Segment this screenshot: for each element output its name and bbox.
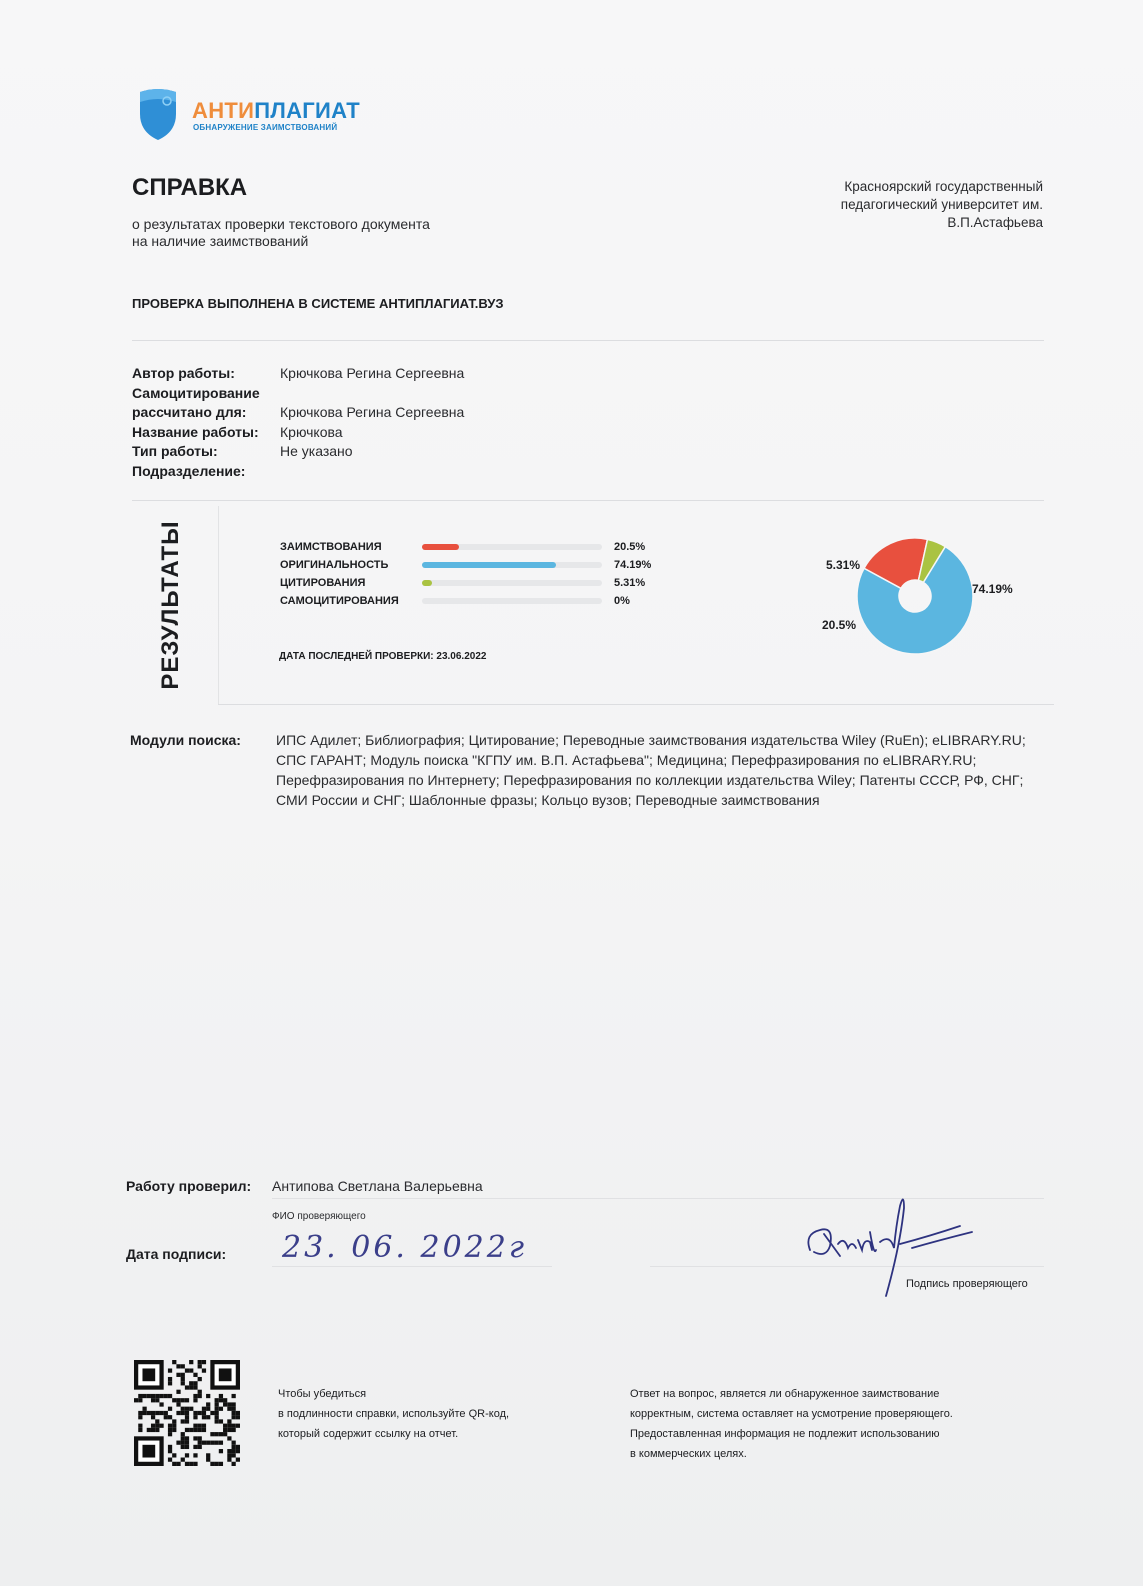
bar-label: САМОЦИТИРОВАНИЯ <box>280 595 399 607</box>
qr-code-icon[interactable] <box>134 1360 240 1466</box>
disclaimer <box>630 1384 1050 1464</box>
meta-label: Тип работы: <box>132 443 218 460</box>
modules-list: ИПС Адилет; Библиография; Цитирование; Переводные заимствования издательства Wiley (RuEn); eLIBRARY.RU; СПС ГАРАНТ; Модуль поиска "КГПУ им. В.П. Астафьева"; Медицина; Перефразирования по eLIBRARY.RU; Перефразирования по Интернету; Перефразирования по коллекции издательства Wiley; Патенты СССР, РФ, СНГ; СМИ России и СНГ; Шаблонные фразы; Кольцо вузов; Переводные заимствования <box>276 732 1026 808</box>
bar-row-borrowings <box>280 538 645 556</box>
pie-label-citations: 5.31% <box>826 558 861 572</box>
bar-label: ОРИГИНАЛЬНОСТЬ <box>280 559 389 571</box>
bar-track <box>422 562 602 568</box>
disclaimer-line: Ответ на вопрос, является ли обнаруженное заимствование <box>630 1388 940 1400</box>
meta-row-type <box>132 442 464 462</box>
shield-logo-icon <box>136 86 180 142</box>
bar-track <box>422 580 602 586</box>
disclaimer-line: Предоставленная информация не подлежит использованию <box>630 1428 940 1440</box>
subtitle-line: на наличие заимствований <box>132 233 309 249</box>
bar-track <box>422 544 602 550</box>
bar-label: ЦИТИРОВАНИЯ <box>280 577 366 589</box>
bar-fill-originality <box>422 562 556 568</box>
disclaimer-line: в коммерческих целях. <box>630 1448 747 1460</box>
results-heading <box>146 520 196 690</box>
meta-value: Крючкова Регина Сергеевна <box>280 365 465 381</box>
divider <box>218 704 1054 705</box>
meta-row-selfcite-for <box>132 403 464 423</box>
search-modules <box>130 730 1060 810</box>
sign-date-label: Дата подписи: <box>126 1246 227 1262</box>
org-line: В.П.Астафьева <box>947 215 1043 230</box>
page-subtitle <box>132 216 552 250</box>
checker-label: Работу проверил: <box>126 1178 252 1194</box>
system-line: ПРОВЕРКА ВЫПОЛНЕНА В СИСТЕМЕ АНТИПЛАГИАТ.ВУЗ <box>132 296 504 311</box>
org-line: педагогический университет им. <box>840 197 1043 212</box>
qr-note <box>278 1384 578 1444</box>
signature-note: Подпись проверяющего <box>906 1278 1028 1290</box>
modules-label: Модули поиска: <box>130 732 241 748</box>
meta-label: Самоцитирование <box>132 384 260 401</box>
donut-chart-svg <box>820 534 1040 664</box>
meta-value: Крючкова Регина Сергеевна <box>280 404 465 421</box>
bar-track <box>422 598 602 604</box>
meta-row-department <box>132 462 464 482</box>
checker-name: Антипова Светлана Валерьевна <box>272 1178 483 1194</box>
qr-note-line: Чтобы убедиться <box>278 1388 367 1400</box>
meta-value: Не указано <box>280 443 353 460</box>
meta-row-selfcite <box>132 384 464 404</box>
meta-label: Автор работы: <box>132 365 235 381</box>
meta-label: рассчитано для: <box>132 404 247 421</box>
last-check-date: ДАТА ПОСЛЕДНЕЙ ПРОВЕРКИ: 23.06.2022 <box>279 651 487 662</box>
organization-name <box>723 178 1043 232</box>
bar-fill-borrowings <box>422 544 459 550</box>
checker-row <box>126 1178 483 1194</box>
bar-fill-citations <box>422 580 432 586</box>
org-line: Красноярский государственный <box>844 179 1043 194</box>
divider <box>132 340 1044 341</box>
bar-row-selfcitations <box>280 592 630 610</box>
qr-note-line: который содержит ссылку на отчет. <box>278 1428 459 1440</box>
logo-wordmark-plagiat: ПЛАГИАТ <box>254 98 360 123</box>
donut-chart <box>820 534 1040 664</box>
divider <box>132 500 1044 501</box>
bar-row-citations <box>280 574 645 592</box>
meta-label: Название работы: <box>132 423 259 440</box>
logo-wordmark <box>192 98 360 124</box>
pie-label-originality: 74.19% <box>972 582 1013 596</box>
meta-value: Крючкова <box>280 423 343 440</box>
bar-label: ЗАИМСТВОВАНИЯ <box>280 541 382 553</box>
handwritten-date: 23. 06. 2022г <box>282 1230 528 1265</box>
page-title: СПРАВКА <box>132 174 248 201</box>
fio-note: ФИО проверяющего <box>272 1211 366 1222</box>
qr-note-line: в подлинности справки, используйте QR-код, <box>278 1408 510 1420</box>
bar-value: 0% <box>614 595 630 607</box>
bar-value: 5.31% <box>614 577 646 589</box>
bar-value: 20.5% <box>614 541 646 553</box>
logo-tagline: ОБНАРУЖЕНИЕ ЗАИМСТВОВАНИЙ <box>193 123 338 132</box>
subtitle-line: о результатах проверки текстового документа <box>132 216 430 232</box>
meta-label: Подразделение: <box>132 462 246 479</box>
disclaimer-line: корректным, система оставляет на усмотрение проверяющего. <box>630 1408 953 1420</box>
pie-label-borrowings: 20.5% <box>822 618 857 632</box>
meta-row-title <box>132 423 464 443</box>
divider <box>272 1266 552 1267</box>
bar-row-originality <box>280 556 651 574</box>
results-heading-text: РЕЗУЛЬТАТЫ <box>157 520 184 690</box>
meta-row-author <box>132 364 464 384</box>
bar-value: 74.19% <box>614 559 652 571</box>
logo-wordmark-anti: АНТИ <box>192 98 255 123</box>
document-meta <box>132 364 464 482</box>
